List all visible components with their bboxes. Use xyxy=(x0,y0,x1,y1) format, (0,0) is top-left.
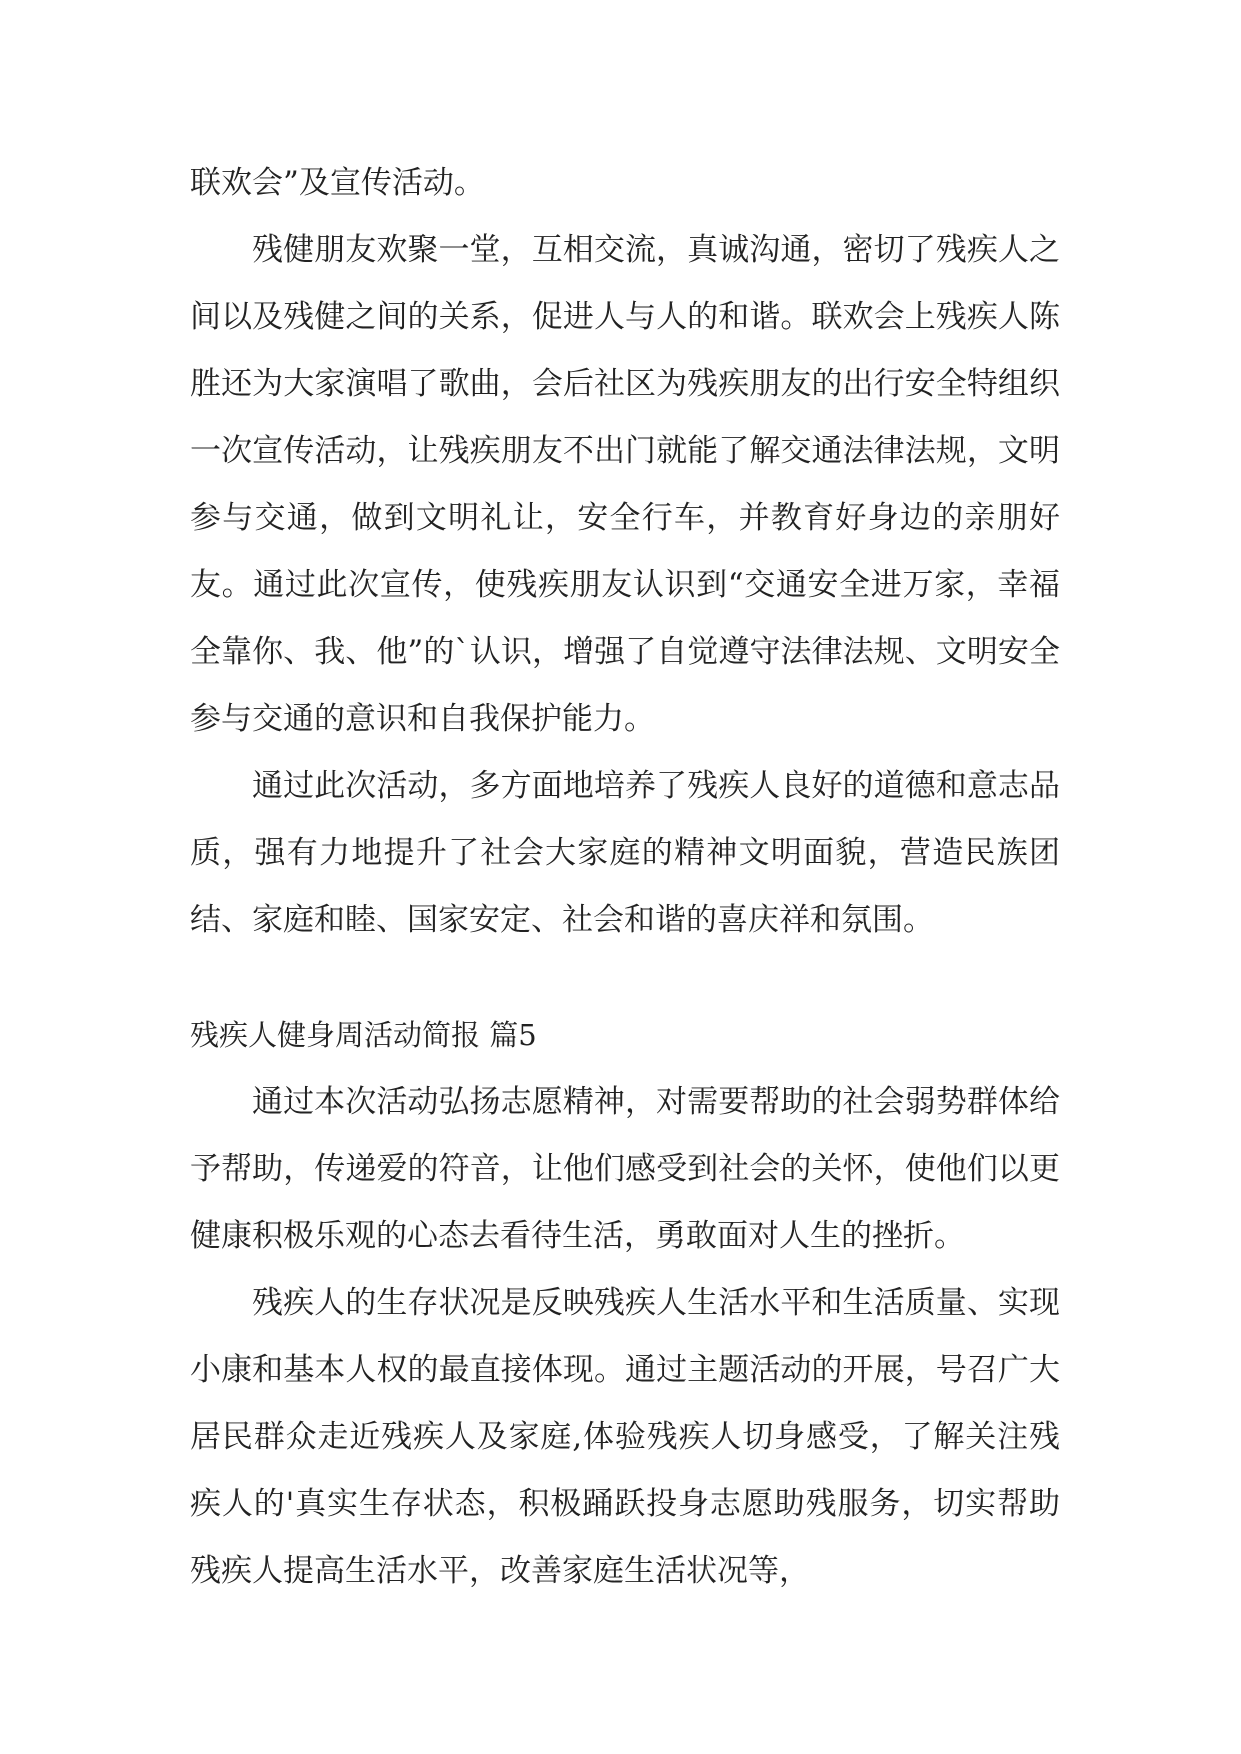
document-page xyxy=(190,150,1060,1605)
body-paragraph: 残疾人的生存状况是反映残疾人生活水平和生活质量、实现小康和基本人权的最直接体现。通过主题活动的开展，号召广大居民群众走近残疾人及家庭,体验残疾人切身感受，了解关注残疾人的'真实生存状态，积极踊跃投身志愿助残服务，切实帮助残疾人提高生活水平，改善家庭生活状况等， xyxy=(190,1285,1060,1589)
continuation-paragraph: 联欢会”及宣传活动。 xyxy=(190,165,485,201)
section-heading: 残疾人健身周活动简报 篇5 xyxy=(190,1018,537,1052)
body-paragraph: 残健朋友欢聚一堂，互相交流，真诚沟通，密切了残疾人之间以及残健之间的关系，促进人与人的和谐。联欢会上残疾人陈胜还为大家演唱了歌曲，会后社区为残疾朋友的出行安全特组织一次宣传活动，让残疾朋友不出门就能了解交通法律法规，文明参与交通，做到文明礼让，安全行车，并教育好身边的亲朋好友。通过此次宣传，使残疾朋友认识到“交通安全进万家，幸福全靠你、我、他”的`认识，增强了自觉遵守法律法规、文明安全参与交通的意识和自我保护能力。 xyxy=(190,232,1060,737)
body-paragraph: 通过本次活动弘扬志愿精神，对需要帮助的社会弱势群体给予帮助，传递爱的符音，让他们感受到社会的关怀，使他们以更健康积极乐观的心态去看待生活，勇敢面对人生的挫折。 xyxy=(190,1084,1060,1254)
body-paragraph: 通过此次活动，多方面地培养了残疾人良好的道德和意志品质，强有力地提升了社会大家庭的精神文明面貌，营造民族团结、家庭和睦、国家安定、社会和谐的喜庆祥和氛围。 xyxy=(190,768,1060,938)
